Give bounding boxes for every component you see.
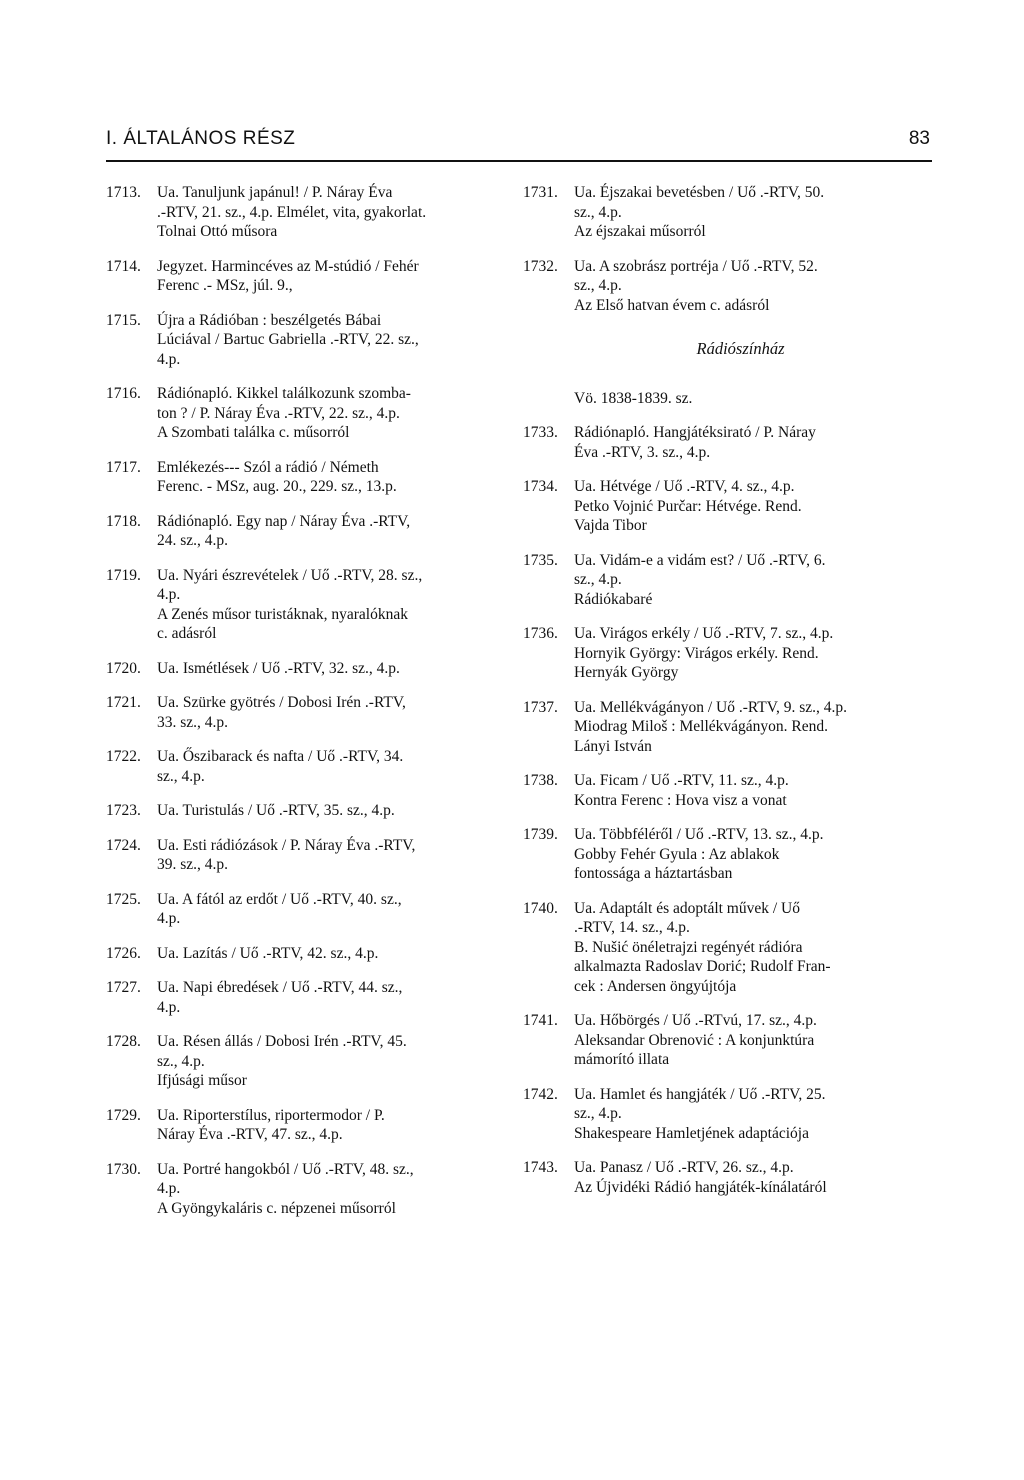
bibliography-entry [106, 512, 501, 551]
entry-text [574, 1011, 928, 1070]
entry-line: B. Nušić önéletrajzi regényét rádióra [574, 938, 803, 956]
entry-number: 1725. [106, 890, 141, 908]
bibliography-entry [106, 1160, 501, 1219]
entry-text [574, 183, 928, 242]
entry-line: Újra a Rádióban : beszélgetés Bábai [157, 311, 382, 329]
entry-line: Ua. Ismétlések / Uő .-RTV, 32. sz., 4.p. [157, 659, 400, 677]
entry-text [157, 512, 501, 551]
entry-text [574, 423, 928, 462]
entry-line: fontossága a háztartásban [574, 865, 733, 882]
page-header [106, 128, 932, 162]
entry-number: 1716. [106, 385, 141, 402]
entry-line: Ua. Mellékvágányon / Uő .-RTV, 9. sz., 4.p. [574, 698, 848, 716]
entry-text [574, 477, 928, 536]
entry-line: Ua. Esti rádiózások / P. Náray Éva .-RTV, [157, 836, 416, 854]
entry-line: cek : Andersen öngyújtója [574, 977, 737, 995]
left-column [106, 183, 501, 1233]
right-column [523, 183, 928, 1212]
bibliography-entry [523, 257, 928, 316]
entry-number: 1734. [523, 478, 558, 495]
bibliography-entry [523, 899, 928, 997]
entry-line: Ua. Éjszakai bevetésben / Uő .-RTV, 50. [574, 184, 825, 201]
entry-line: Ua. Ficam / Uő .-RTV, 11. sz., 4.p. [574, 772, 789, 789]
bibliography-entry [106, 311, 501, 370]
entry-line: 4.p. [157, 1180, 181, 1197]
entry-line: Ua. Turistulás / Uő .-RTV, 35. sz., 4.p. [157, 802, 395, 819]
entry-text [574, 825, 928, 884]
entry-line: Vajda Tibor [574, 517, 647, 534]
bibliography-entry [106, 693, 501, 732]
entry-number: 1719. [106, 566, 141, 584]
section-heading: Rádiószínház [696, 339, 785, 358]
entry-line: Náray Éva .-RTV, 47. sz., 4.p. [157, 1126, 343, 1143]
entry-number: 1741. [523, 1012, 558, 1029]
bibliography-entry [523, 1158, 928, 1197]
entry-line: Lúciával / Bartuc Gabriella .-RTV, 22. sz., [157, 331, 419, 348]
bibliography-entry [106, 183, 501, 242]
entry-text [574, 771, 928, 810]
entry-line: Lányi István [574, 737, 652, 755]
entry-line: sz., 4.p. [157, 1052, 205, 1070]
entry-line: Ferenc. - MSz, aug. 20., 229. sz., 13.p. [157, 478, 397, 495]
entry-line: Ua. Riporterstílus, riportermodor / P. [157, 1106, 385, 1124]
bibliography-entry [106, 1106, 501, 1145]
entry-line: Ua. Hamlet és hangjáték / Uő .-RTV, 25. [574, 1085, 826, 1103]
entry-text [574, 698, 928, 757]
entry-text [157, 257, 501, 296]
entry-line: Aleksandar Obrenović : A konjunktúra [574, 1031, 815, 1049]
entry-line: Ua. Többféléről / Uő .-RTV, 13. sz., 4.p. [574, 826, 824, 843]
entry-text [574, 551, 928, 610]
bibliography-entry [523, 183, 928, 242]
right-entries-lower [523, 423, 928, 1197]
entry-line: sz., 4.p. [157, 767, 205, 785]
bibliography-entry [523, 624, 928, 683]
bibliography-entry [523, 698, 928, 757]
entry-number: 1722. [106, 748, 141, 765]
entry-line: Kontra Ferenc : Hova visz a vonat [574, 791, 787, 809]
entry-number: 1733. [523, 424, 558, 441]
bibliography-entry [523, 551, 928, 610]
header-rule [106, 160, 932, 162]
entry-line: Ua. Nyári észrevételek / Uő .-RTV, 28. sz., [157, 566, 423, 584]
bibliography-entry [106, 747, 501, 786]
entry-line: Ifjúsági műsor [157, 1072, 247, 1089]
entry-line: Petko Vojnić Purčar: Hétvége. Rend. [574, 497, 802, 515]
entry-line: Miodrag Miloš : Mellékvágányon. Rend. [574, 718, 828, 735]
entry-line: sz., 4.p. [574, 571, 622, 588]
entry-text [157, 311, 501, 370]
bibliography-entry [523, 1085, 928, 1144]
entry-text [574, 1158, 928, 1197]
entry-text [157, 693, 501, 732]
section-cross-reference: Vö. 1838-1839. sz. [574, 389, 693, 407]
entry-line: 33. sz., 4.p. [157, 713, 229, 731]
bibliography-entry [106, 836, 501, 875]
entry-line: Ua. Adaptált és adoptált művek / Uő [574, 899, 800, 917]
entry-number: 1735. [523, 551, 558, 569]
entry-line: Ua. Hétvége / Uő .-RTV, 4. sz., 4.p. [574, 478, 795, 495]
entry-line: Az Első hatvan évem c. adásról [574, 296, 770, 314]
running-head-title: I. ÁLTALÁNOS RÉSZ [106, 128, 296, 149]
entry-line: sz., 4.p. [574, 1105, 622, 1122]
bibliography-entry [523, 825, 928, 884]
entry-number: 1730. [106, 1160, 141, 1178]
entry-line: Ua. Panasz / Uő .-RTV, 26. sz., 4.p. [574, 1159, 794, 1176]
entry-text [574, 1085, 928, 1144]
entry-line: Rádiónapló. Kikkel találkozunk szomba- [157, 385, 411, 402]
entry-number: 1718. [106, 512, 141, 530]
entry-number: 1731. [523, 184, 558, 201]
entry-line: Ua. Szürke gyötrés / Dobosi Irén .-RTV, [157, 694, 406, 711]
entry-number: 1738. [523, 772, 558, 789]
entry-line: Ua. Őszibarack és nafta / Uő .-RTV, 34. [157, 748, 404, 765]
entry-text [157, 1160, 501, 1219]
entry-line: ton ? / P. Náray Éva .-RTV, 22. sz., 4.p. [157, 404, 400, 422]
entry-text [157, 890, 501, 929]
entry-number: 1717. [106, 458, 141, 476]
entry-text [157, 1106, 501, 1145]
entry-number: 1729. [106, 1106, 141, 1124]
entry-line: Rádiókabaré [574, 590, 653, 608]
entry-number: 1715. [106, 311, 141, 329]
entry-text [574, 899, 928, 997]
entry-line: Ua. Virágos erkély / Uő .-RTV, 7. sz., 4.p. [574, 625, 834, 642]
entry-number: 1724. [106, 836, 141, 854]
right-entries-upper [523, 183, 928, 315]
entry-line: Az Újvidéki Rádió hangjáték-kínálatáról [574, 1178, 827, 1196]
bibliography-entry [106, 384, 501, 443]
bibliography-entry [523, 1011, 928, 1070]
entry-line: Shakespeare Hamletjének adaptációja [574, 1124, 809, 1142]
entry-text [157, 747, 501, 786]
entry-line: Ua. Napi ébredések / Uő .-RTV, 44. sz., [157, 979, 403, 996]
bibliography-entry [106, 1032, 501, 1091]
entry-line: Emlékezés--- Szól a rádió / Németh [157, 458, 379, 476]
bibliography-entry [106, 944, 501, 964]
entry-line: A Szombati találka c. műsorról [157, 424, 350, 441]
entry-line: Ua. Lazítás / Uő .-RTV, 42. sz., 4.p. [157, 944, 379, 962]
page-number: 83 [908, 128, 930, 149]
entry-line: Ua. Vidám-e a vidám est? / Uő .-RTV, 6. [574, 551, 826, 569]
entry-text [157, 978, 501, 1017]
entry-text [157, 458, 501, 497]
entry-line: alkalmazta Radoslav Dorić; Rudolf Fran- [574, 958, 831, 975]
entry-line: A Zenés műsor turistáknak, nyaralóknak [157, 605, 408, 623]
entry-line: 4.p. [157, 910, 181, 927]
entry-line: sz., 4.p. [574, 203, 622, 221]
entry-text [157, 1032, 501, 1091]
bibliography-entry [106, 890, 501, 929]
entry-line: Rádiónapló. Egy nap / Náray Éva .-RTV, [157, 512, 411, 530]
entry-line: Jegyzet. Harmincéves az M-stúdió / Fehér [157, 257, 419, 275]
entry-line: Éva .-RTV, 3. sz., 4.p. [574, 443, 711, 461]
entry-line: .-RTV, 14. sz., 4.p. [574, 919, 690, 936]
bibliography-entry [106, 458, 501, 497]
entry-line: Hornyik György: Virágos erkély. Rend. [574, 644, 819, 662]
entry-line: Tolnai Ottó műsora [157, 223, 278, 240]
entry-line: 4.p. [157, 350, 181, 368]
entry-number: 1723. [106, 802, 141, 819]
entry-line: Ua. Hőbörgés / Uő .-RTvú, 17. sz., 4.p. [574, 1012, 817, 1029]
entry-number: 1743. [523, 1159, 558, 1176]
entry-text [157, 801, 501, 821]
entry-line: sz., 4.p. [574, 277, 622, 294]
bibliography-entry [523, 771, 928, 810]
entry-number: 1742. [523, 1085, 558, 1103]
entry-line: Ua. Portré hangokból / Uő .-RTV, 48. sz., [157, 1160, 414, 1178]
bibliography-entry [106, 659, 501, 679]
entry-line: Ferenc .- MSz, júl. 9., [157, 277, 293, 294]
bibliography-entry [523, 423, 928, 462]
entry-line: 24. sz., 4.p. [157, 532, 229, 549]
entry-number: 1740. [523, 899, 558, 917]
entry-text [574, 624, 928, 683]
entry-number: 1720. [106, 659, 141, 677]
entry-line: 39. sz., 4.p. [157, 856, 229, 873]
entry-number: 1736. [523, 625, 558, 642]
bibliography-entry [106, 978, 501, 1017]
entry-line: c. adásról [157, 625, 217, 642]
entry-line: Rádiónapló. Hangjátéksirató / P. Náray [574, 424, 816, 441]
entry-number: 1721. [106, 694, 141, 711]
entry-line: Hernyák György [574, 664, 679, 681]
entry-text [574, 257, 928, 316]
entry-line: mámorító illata [574, 1051, 670, 1068]
entry-line: Ua. A fától az erdőt / Uő .-RTV, 40. sz., [157, 890, 402, 908]
entry-line: Ua. A szobrász portréja / Uő .-RTV, 52. [574, 257, 818, 275]
entry-text [157, 944, 501, 964]
entry-number: 1727. [106, 979, 141, 996]
entry-text [157, 659, 501, 679]
entry-number: 1739. [523, 826, 558, 843]
entry-number: 1714. [106, 257, 141, 275]
entry-text [157, 183, 501, 242]
entry-text [157, 384, 501, 443]
entry-number: 1732. [523, 257, 558, 275]
entry-line: 4.p. [157, 586, 181, 603]
entry-line: Ua. Résen állás / Dobosi Irén .-RTV, 45. [157, 1033, 407, 1050]
bibliography-entry [106, 257, 501, 296]
bibliography-entry [523, 477, 928, 536]
entry-number: 1726. [106, 944, 141, 962]
entry-text [157, 566, 501, 644]
entry-number: 1728. [106, 1033, 141, 1050]
entry-line: A Gyöngykaláris c. népzenei műsorról [157, 1199, 396, 1217]
entry-number: 1737. [523, 698, 558, 716]
entry-text [157, 836, 501, 875]
bibliography-entry [106, 566, 501, 644]
bibliography-entry [106, 801, 501, 821]
entry-number: 1713. [106, 184, 141, 201]
entry-line: Ua. Tanuljunk japánul! / P. Náray Éva [157, 184, 393, 201]
entry-line: Az éjszakai műsorról [574, 223, 706, 240]
entry-line: 4.p. [157, 998, 181, 1016]
entry-line: .-RTV, 21. sz., 4.p. Elmélet, vita, gyakorlat. [157, 203, 427, 221]
entry-line: Gobby Fehér Gyula : Az ablakok [574, 845, 780, 863]
